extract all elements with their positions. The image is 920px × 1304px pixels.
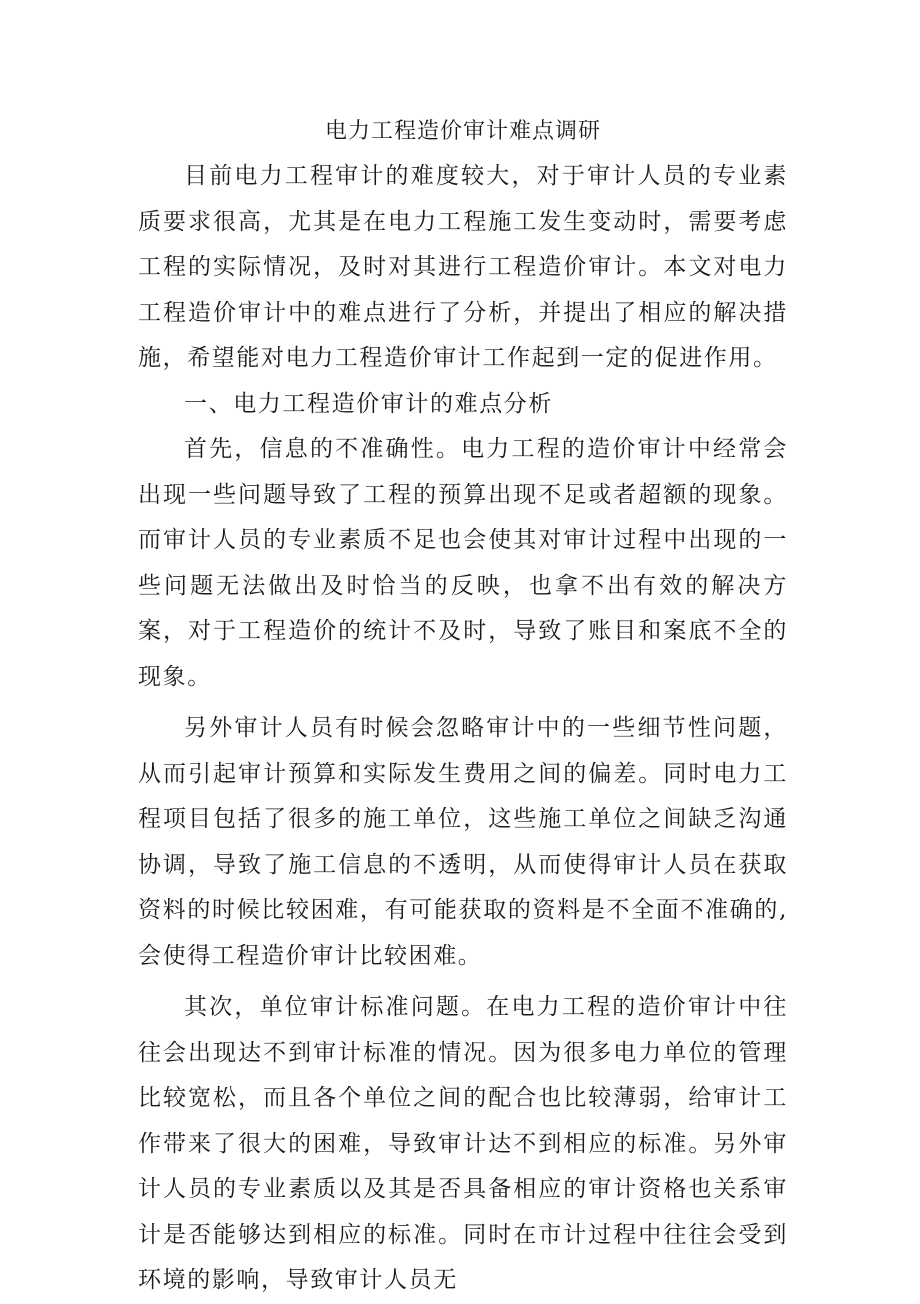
document-page [138,110,788,1304]
intro-paragraph: 目前电力工程审计的难度较大，对于审计人员的专业素质要求很高，尤其是在电力工程施工发生变动时，需要考虑工程的实际情况，及时对其进行工程造价审计。本文对电力工程造价审计中的难点进行了分析，并提出了相应的解决措施，希望能对电力工程造价审计工作起到一定的促进作用。 [138,163,788,371]
document-title: 电力工程造价审计难点调研 [324,119,601,144]
body-paragraph: 其次，单位审计标准问题。在电力工程的造价审计中往往会出现达不到审计标准的情况。因为很多电力单位的管理比较宽松，而且各个单位之间的配合也比较薄弱，给审计工作带来了很大的困难，导致审计达不到相应的标准。另外审计人员的专业素质以及其是否具备相应的审计资格也关系审计是否能够达到相应的标准。同时在市计过程中往往会受到环境的影响，导致审计人员无 [138,994,788,1293]
section-heading: 一、电力工程造价审计的难点分析 [184,390,553,417]
body-paragraph: 另外审计人员有时候会忽略审计中的一些细节性问题，从而引起审计预算和实际发生费用之间的偏差。同时电力工程项目包括了很多的施工单位，这些施工单位之间缺乏沟通协调，导致了施工信息的不透明，从而使得审计人员在获取资料的时候比较困难，有可能获取的资料是不全面不准确的,会使得工程造价审计比较困难。 [138,715,788,969]
body-paragraph: 首先，信息的不准确性。电力工程的造价审计中经常会出现一些问题导致了工程的预算出现不足或者超额的现象。而审计人员的专业素质不足也会使其对审计过程中出现的一些问题无法做出及时恰当的反映，也拿不出有效的解决方案，对于工程造价的统计不及时，导致了账目和案底不全的现象。 [138,436,788,690]
